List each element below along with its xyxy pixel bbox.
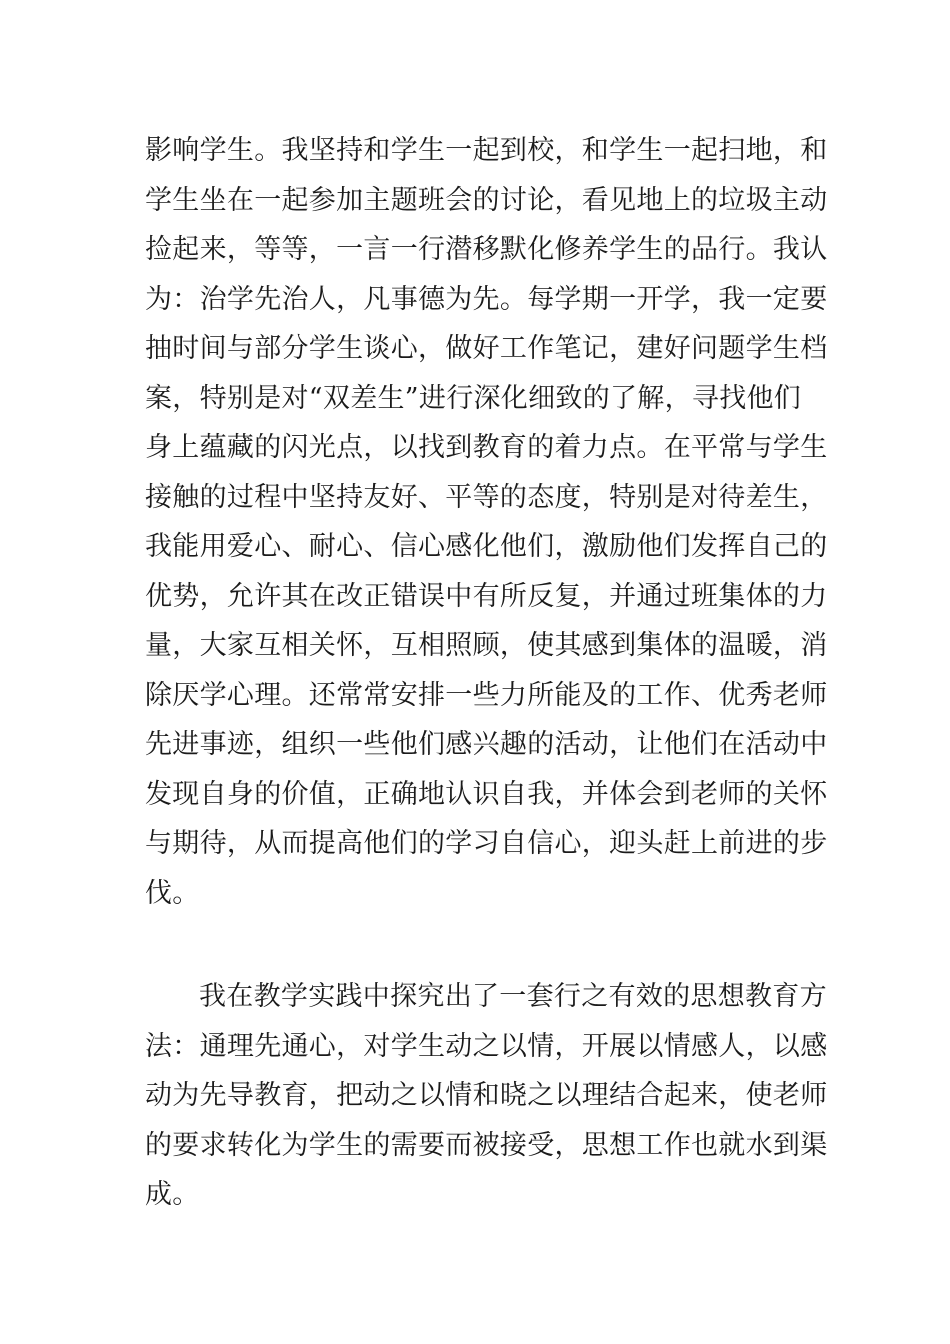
paragraph-line: 我能用爱心、耐心、信心感化他们，激励他们发挥自己的 bbox=[145, 531, 828, 562]
paragraph-line: 身上蕴藏的闪光点，以找到教育的着力点。在平常与学生 bbox=[145, 432, 828, 463]
paragraph-2 bbox=[145, 972, 828, 1220]
paragraph-line: 接触的过程中坚持友好、平等的态度，特别是对待差生， bbox=[145, 481, 828, 513]
paragraph-line: 影响学生。我坚持和学生一起到校，和学生一起扫地，和 bbox=[145, 135, 828, 166]
paragraph-line: 先进事迹，组织一些他们感兴趣的活动，让他们在活动中 bbox=[145, 729, 828, 760]
paragraph-line: 学生坐在一起参加主题班会的讨论，看见地上的垃圾主动 bbox=[145, 184, 828, 216]
paragraph-line: 抽时间与部分学生谈心，做好工作笔记，建好问题学生档 bbox=[145, 333, 828, 364]
paragraph-line: 案，特别是对“双差生”进行深化细致的了解，寻找他们 bbox=[145, 382, 802, 414]
paragraph-line: 除厌学心理。还常常安排一些力所能及的工作、优秀老师 bbox=[145, 679, 828, 711]
paragraph-line: 的要求转化为学生的需要而被接受，思想工作也就水到渠 bbox=[145, 1129, 828, 1161]
paragraph-line: 为：治学先治人，凡事德为先。每学期一开学，我一定要 bbox=[145, 283, 828, 315]
paragraph-line: 法：通理先通心，对学生动之以情，开展以情感人，以感 bbox=[145, 1030, 828, 1062]
paragraph-line: 量，大家互相关怀，互相照顾，使其感到集体的温暖，消 bbox=[145, 630, 828, 661]
paragraph-line: 优势，允许其在改正错误中有所反复，并通过班集体的力 bbox=[145, 580, 828, 612]
paragraph-1 bbox=[145, 126, 828, 918]
paragraph-line: 发现自身的价值，正确地认识自我，并体会到老师的关怀 bbox=[145, 778, 828, 810]
paragraph-line: 成。 bbox=[145, 1179, 200, 1210]
paragraph-line: 我在教学实践中探究出了一套行之有效的思想教育方 bbox=[199, 981, 827, 1012]
paragraph-line: 伐。 bbox=[145, 877, 200, 909]
paragraph-line: 捡起来，等等，一言一行潜移默化修养学生的品行。我认 bbox=[145, 234, 828, 265]
paragraph-line: 动为先导教育，把动之以情和晓之以理结合起来，使老师 bbox=[145, 1080, 828, 1111]
paragraph-line: 与期待，从而提高他们的学习自信心，迎头赶上前进的步 bbox=[145, 828, 828, 859]
